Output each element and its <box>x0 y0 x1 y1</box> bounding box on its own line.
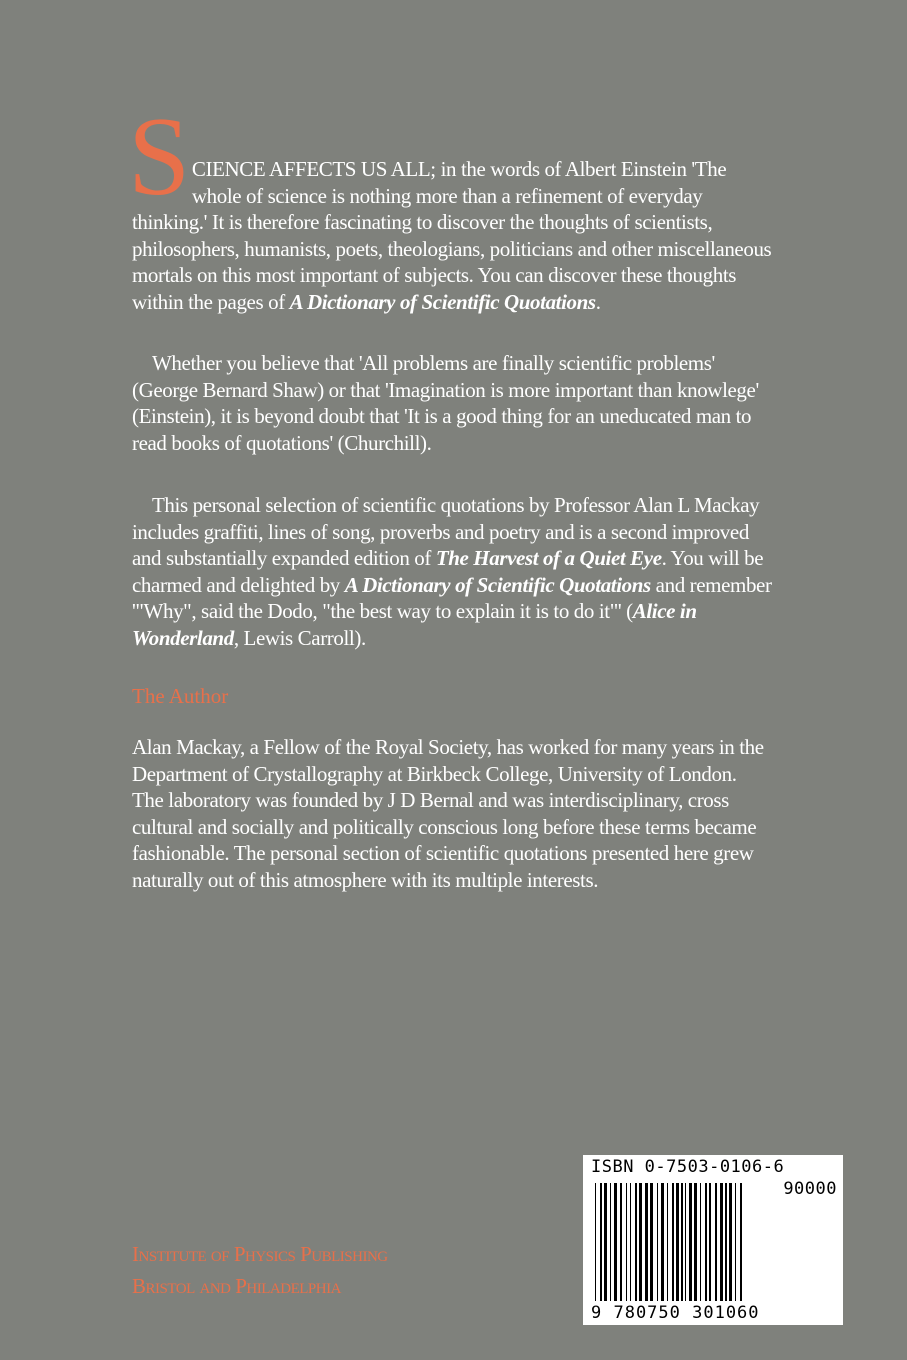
barcode-bar <box>676 1183 679 1301</box>
barcode-bar <box>639 1183 642 1301</box>
barcode-bar <box>620 1183 622 1301</box>
selection-text-3: and remember '"Why", said the Dodo, "the best way to explain it is to do it"' ( <box>132 572 772 624</box>
barcode-bar <box>645 1183 648 1301</box>
barcode-bar <box>700 1183 701 1301</box>
barcode-bar <box>720 1183 723 1301</box>
author-bio <box>132 734 772 894</box>
barcode-bar <box>740 1183 742 1301</box>
quotes-paragraph <box>132 350 772 456</box>
quotes-text: Whether you believe that 'All problems are finally scientific problems' (George Bernard Shaw) or that 'Imagination is more important than knowlege' (Einstein), it is beyond doubt that 'It is a good thing for an uneducated man to read books of quotations' (Churchill). <box>132 351 759 455</box>
barcode-bar <box>685 1183 686 1301</box>
selection-paragraph <box>132 492 772 652</box>
intro-lead: CIENCE AFFECTS US ALL <box>191 157 431 181</box>
barcode-bar <box>604 1183 607 1301</box>
barcode-bar <box>650 1183 653 1301</box>
drop-cap: S <box>128 95 190 219</box>
selection-text-2: . You will be charmed and delighted by <box>132 546 764 597</box>
barcode-bar <box>689 1183 692 1301</box>
intro-end: . <box>595 289 601 314</box>
barcode-bar <box>672 1183 674 1301</box>
barcode-bar <box>657 1183 658 1301</box>
barcode-icon <box>593 1183 788 1301</box>
barcode-box <box>583 1155 843 1325</box>
selection-text-1: This personal selection of scientific quotations by Professor Alan L Mackay includes graffiti, lines of song, proverbs and poetry and is a second improved and substantially expanded edition of <box>132 493 760 571</box>
barcode-bar <box>715 1183 717 1301</box>
intro-paragraph <box>128 95 772 316</box>
alice-title: Alice in Wonderland <box>132 599 697 650</box>
publisher-imprint <box>132 1238 388 1302</box>
barcode-bar <box>626 1183 627 1301</box>
barcode-bar <box>595 1183 596 1301</box>
barcode-bar <box>667 1183 668 1301</box>
barcode-bar <box>729 1183 732 1301</box>
barcode-bar <box>681 1183 683 1301</box>
barcode-bar <box>630 1183 631 1301</box>
selection-text-4: , Lewis Carroll). <box>233 625 366 650</box>
author-bio-text: Alan Mackay, a Fellow of the Royal Society, has worked for many years in the Department of Crystallography at Birkbeck College, University of London. The laboratory was founded by J D Bernal and was interdisciplinary, cross cultural and socially and politically conscious long before these terms became fashionable. The personal section of scientific quotations presented here grew naturally out of this atmosphere with its multiple interests. <box>132 735 764 892</box>
previous-edition-title: The Harvest of a Quiet Eye <box>435 546 662 571</box>
barcode-bar <box>725 1183 727 1301</box>
price-code: 90000 <box>783 1179 837 1199</box>
barcode-bar <box>661 1183 664 1301</box>
intro-text: ; in the words of Albert Einstein 'The whole of science is nothing more than a refinement of everyday thinking.' It is therefore fascinating to discover the thoughts of scientists, philosophers, humanists, poets, theologians, politicians and other miscellaneous mortals on this most important of subjects. You can discover these thoughts within the pages of <box>132 157 772 314</box>
barcode-bar <box>610 1183 611 1301</box>
publisher-location: Bristol and Philadelphia <box>132 1274 341 1298</box>
author-heading: The Author <box>132 684 229 708</box>
barcode-bar <box>635 1183 637 1301</box>
barcode-bar <box>705 1183 707 1301</box>
isbn-label: ISBN 0-7503-0106-6 <box>591 1157 785 1177</box>
barcode-bar <box>709 1183 711 1301</box>
book-title: A Dictionary of Scientific Quotations <box>289 289 596 314</box>
barcode-bar <box>735 1183 736 1301</box>
ean-number: 9 780750 301060 <box>591 1303 760 1323</box>
barcode-bar <box>614 1183 617 1301</box>
barcode-bar <box>600 1183 602 1301</box>
publisher-name: Institute of Physics Publishing <box>132 1242 388 1266</box>
barcode-bar <box>694 1183 697 1301</box>
book-title-2: A Dictionary of Scientific Quotations <box>344 572 651 597</box>
